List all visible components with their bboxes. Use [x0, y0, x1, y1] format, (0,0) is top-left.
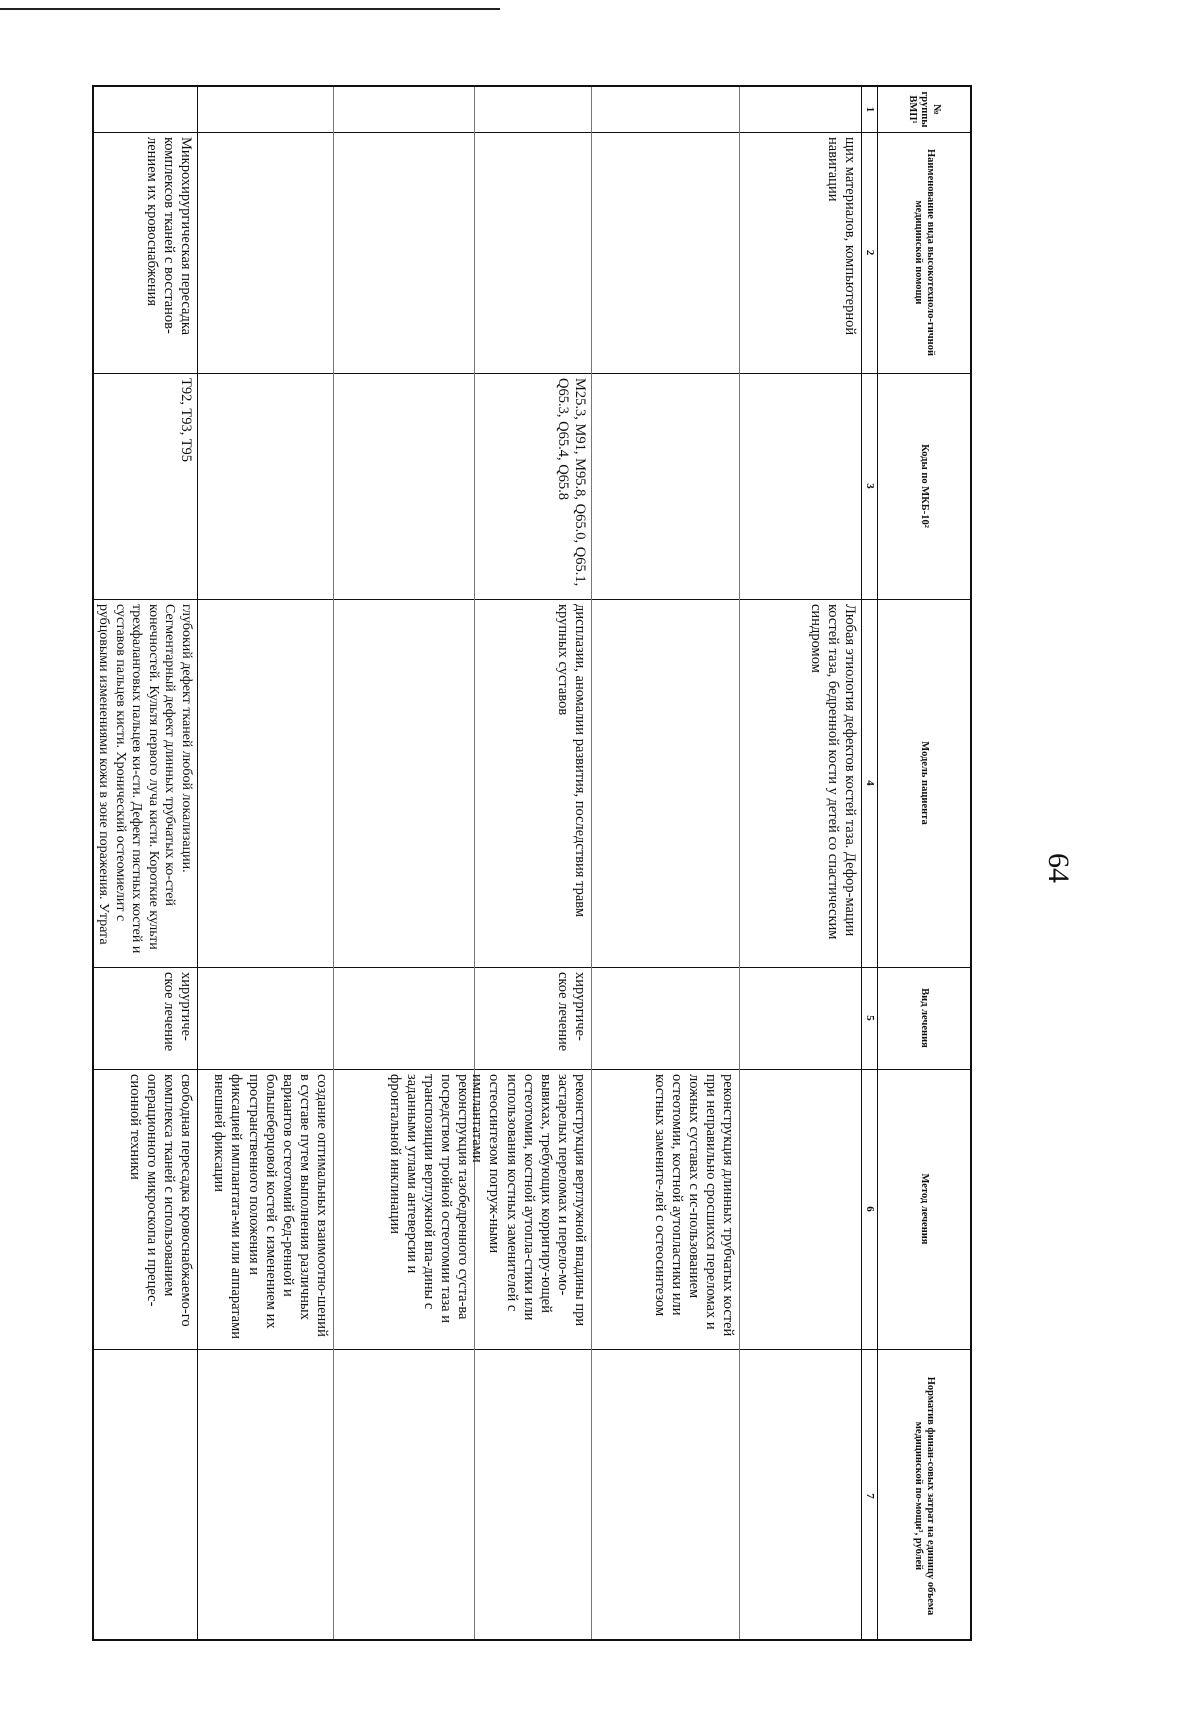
header-treatment-type: Вид лечения [919, 988, 931, 1048]
cell-treatment-method: создание оптимальных взаимоотно-шений в суставе путем выполнения различных вариантов остеотомий бед-ренной и большеберцовой костей с изменением их пространственного положения и фиксацией имплантата-ми или аппаратами внешней фиксации [211, 1074, 330, 1340]
cell-care-type: щих материалов, компьютерной навигации [824, 137, 858, 336]
header-icd-codes: Коды по МКБ-10² [919, 444, 931, 528]
col-divider [94, 967, 970, 968]
cell-treatment-method: свободная пересадка кровоснабжаемо-го комплекса тканей с использованием операционного микроскопа и прецес-сионной техники [126, 1074, 194, 1327]
rotated-table-sheet [92, 85, 972, 1641]
cell-patient-model: глубокий дефект тканей любой локализации. Сегментарный дефект длинных трубчатых ко-стей конечностей. Культя первого луча кисти. Короткие культи трехфаланговых пальцев ки-сти. Дефект пястных костей и суставов пальцев кисти. Хронический остеомиелит с рубцовыми изменениями кожи в зоне поражения. Утрата [96, 604, 194, 954]
cell-treatment-method: реконструкция тазобедренного суста-ва посредством тройной остеотомии таза и транспозиции вертлужной впа-дины с заданными углами антеверсии и фронтальной инклинации [386, 1074, 471, 1323]
column-number: 7 [864, 1493, 876, 1499]
column-number: 6 [864, 1206, 876, 1212]
cell-care-type: Микрохирургическая пересадка комплексов тканей с восстанов-лением их кровоснабжения [143, 137, 194, 336]
header-group-number: № группы ВМП¹ [906, 91, 943, 128]
header-cost-norm: Норматив финан-совых затрат на единицу объема медицинской по-мощи³, рублей [913, 1376, 937, 1616]
row-divider [739, 87, 740, 1639]
cell-treatment-type: хирургиче-ское лечение [160, 972, 194, 1052]
row-divider [591, 87, 592, 1639]
row-divider [197, 87, 198, 1639]
row-divider [474, 87, 475, 1639]
page-number: 64 [1042, 853, 1075, 883]
header-patient-model: Модель пациента [919, 741, 931, 825]
treatment-table [92, 85, 972, 1641]
column-number: 5 [864, 1015, 876, 1021]
cell-icd-codes: T92, T93, T95 [178, 378, 194, 463]
cell-patient-model: дисплазии, аномалии развития, последствия травм крупных суставов [554, 604, 588, 918]
row-divider [333, 87, 334, 1639]
cell-treatment-type: хирургиче-ское лечение [554, 972, 588, 1052]
top-border-line [0, 8, 500, 10]
header-care-type: Наименование вида высокотехноло-гичной медицинской помощи [913, 148, 937, 357]
column-number: 1 [864, 106, 876, 113]
col-divider [94, 1349, 970, 1350]
col-divider [94, 373, 970, 374]
column-number: 2 [864, 249, 876, 256]
cell-icd-codes: M25.3, M91, M95.8, Q65.0, Q65.1, Q65.3, Q65.4, Q65.8 [554, 378, 588, 587]
cell-treatment-method: реконструкция вертлужной впадины при застарелых переломах и перело-мо-вывихах, требующих корригиру-ющей остеотомии, костной аутопла-стики или использования костных заменителей с остеосинтезом погруж-ными имплантатами [469, 1074, 588, 1327]
column-number: 4 [864, 780, 876, 786]
header-treatment-method: Метод лечения [919, 1173, 931, 1245]
column-number: 3 [864, 483, 876, 489]
cell-patient-model: Любая этиология дефектов костей таза. Дефор-мации костей таза, бедренной кости у детей со спастическим синдромом [807, 604, 858, 940]
cell-treatment-method: реконструкция длинных трубчатых костей при неправильно сросшихся переломах и ложных суставах с ис-пользованием остеотомии, костной аутопластики или костных замените-лей с остеосинтезом [651, 1074, 736, 1337]
